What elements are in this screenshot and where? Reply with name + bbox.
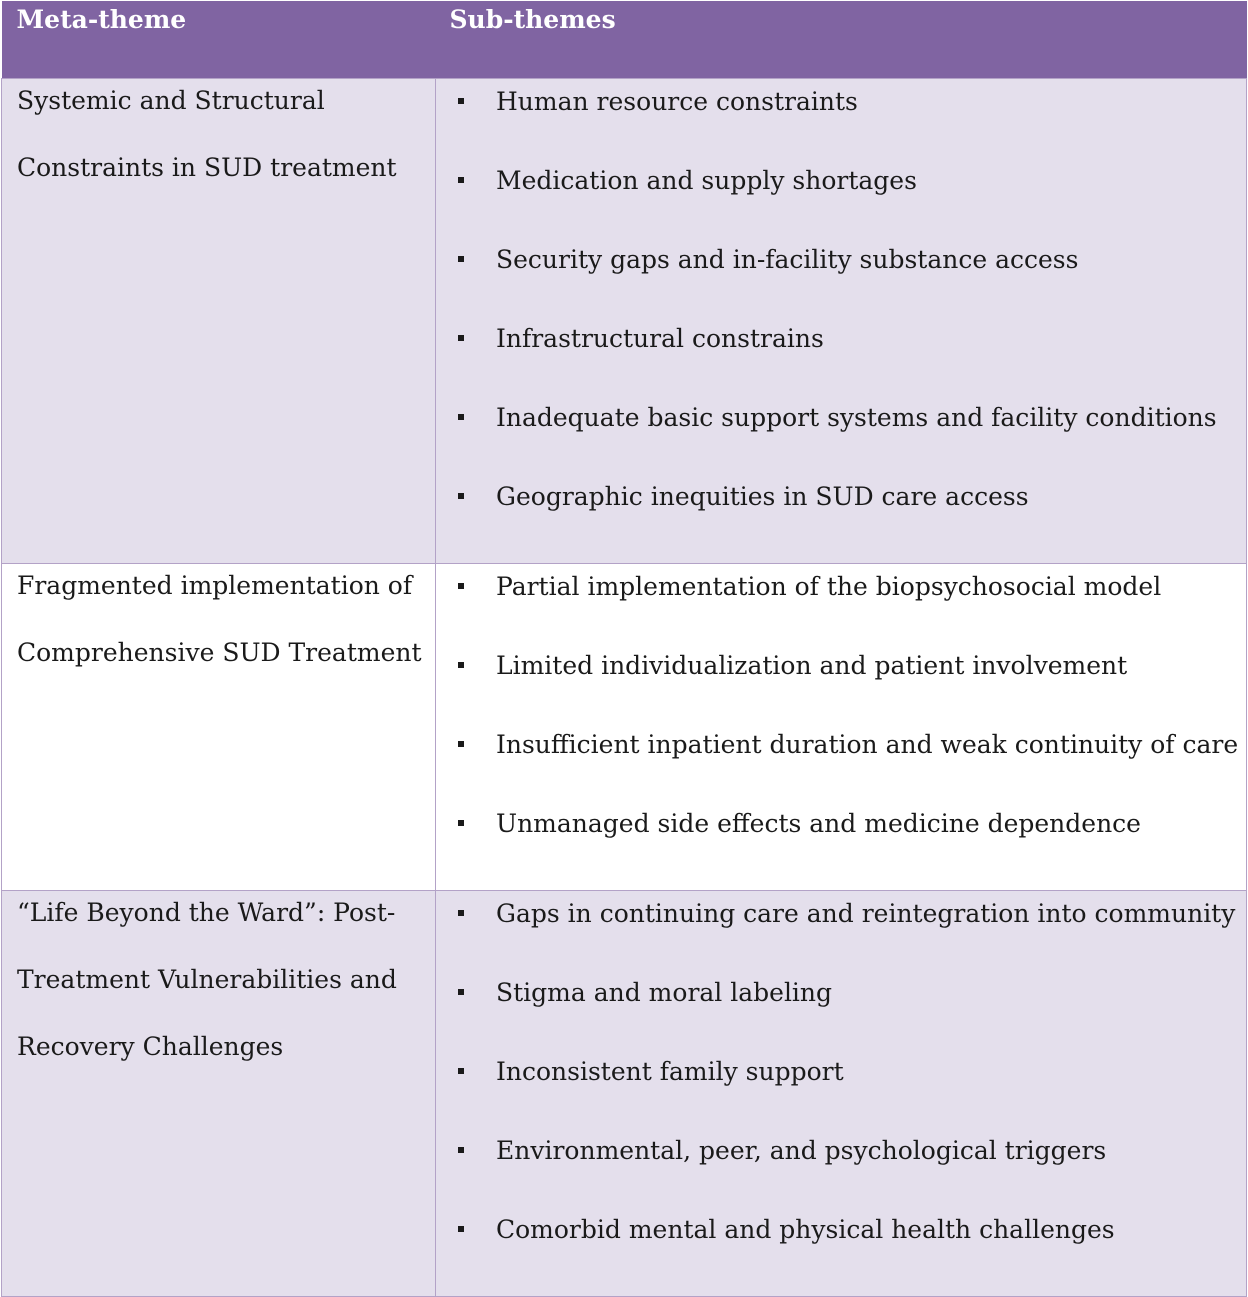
sub-theme-item: [436, 165, 1236, 247]
square-bullet-icon: [458, 335, 464, 341]
square-bullet-icon: [458, 177, 464, 183]
sub-theme-text: Security gaps and in-facility substance access: [496, 244, 1079, 274]
sub-theme-item: [436, 650, 1236, 732]
themes-table: [1, 1, 1247, 1297]
sub-theme-text: Medication and supply shortages: [496, 165, 917, 195]
sub-theme-text: Stigma and moral labeling: [496, 977, 833, 1007]
table-row: [2, 78, 1247, 563]
square-bullet-icon: [458, 1068, 464, 1074]
square-bullet-icon: [458, 989, 464, 995]
sub-theme-item: [436, 977, 1236, 1059]
sub-theme-item: [436, 323, 1236, 405]
sub-theme-text: Environmental, peer, and psychological triggers: [496, 1135, 1107, 1165]
sub-theme-item: [436, 244, 1236, 326]
square-bullet-icon: [458, 910, 464, 916]
sub-theme-item: [436, 1214, 1236, 1296]
sub-theme-list: [436, 86, 1236, 563]
sub-theme-text: Gaps in continuing care and reintegration into community: [496, 898, 1236, 928]
square-bullet-icon: [458, 662, 464, 668]
sub-themes-header: Sub-themes: [436, 1, 1247, 78]
sub-theme-text: Insufficient inpatient duration and weak continuity of care: [496, 729, 1239, 759]
sub-theme-text: Comorbid mental and physical health challenges: [496, 1214, 1115, 1244]
meta-theme-cell: [2, 78, 436, 563]
table-row: [2, 563, 1247, 890]
sub-themes-cell: [436, 563, 1247, 890]
sub-theme-text: Inconsistent family support: [496, 1056, 844, 1086]
table-row: [2, 890, 1247, 1296]
sub-theme-item: [436, 808, 1236, 890]
meta-theme-header: Meta-theme: [2, 1, 436, 78]
square-bullet-icon: [458, 493, 464, 499]
meta-theme-cell: [2, 890, 436, 1296]
meta-theme-text: Systemic and Structural Constraints in SUD treatment: [17, 85, 397, 182]
meta-theme-cell: [2, 563, 436, 890]
sub-theme-item: [436, 481, 1236, 563]
sub-theme-text: Human resource constraints: [496, 86, 858, 116]
square-bullet-icon: [458, 256, 464, 262]
sub-theme-item: [436, 1056, 1236, 1138]
sub-theme-list: [436, 898, 1236, 1296]
sub-theme-list: [436, 571, 1239, 890]
square-bullet-icon: [458, 583, 464, 589]
square-bullet-icon: [458, 820, 464, 826]
sub-theme-item: [436, 729, 1239, 811]
sub-themes-cell: [436, 890, 1247, 1296]
meta-theme-text: Fragmented implementation of Comprehensive SUD Treatment: [17, 570, 422, 667]
sub-theme-text: Geographic inequities in SUD care access: [496, 481, 1029, 511]
sub-theme-item: [436, 1135, 1236, 1217]
sub-theme-text: Unmanaged side effects and medicine dependence: [496, 808, 1141, 838]
sub-theme-item: [436, 571, 1236, 653]
meta-theme-text: “Life Beyond the Ward”: Post-Treatment Vulnerabilities and Recovery Challenges: [17, 897, 397, 1061]
square-bullet-icon: [458, 1147, 464, 1153]
square-bullet-icon: [458, 98, 464, 104]
square-bullet-icon: [458, 414, 464, 420]
sub-theme-item: [436, 86, 1236, 168]
sub-theme-item: [436, 898, 1236, 980]
sub-theme-text: Infrastructural constrains: [496, 323, 824, 353]
sub-theme-text: Limited individualization and patient involvement: [496, 650, 1128, 680]
sub-theme-text: Partial implementation of the biopsychosocial model: [496, 571, 1162, 601]
square-bullet-icon: [458, 741, 464, 747]
sub-theme-text: Inadequate basic support systems and facility conditions: [496, 402, 1217, 432]
sub-themes-cell: [436, 78, 1247, 563]
sub-theme-item: [436, 402, 1236, 484]
square-bullet-icon: [458, 1226, 464, 1232]
